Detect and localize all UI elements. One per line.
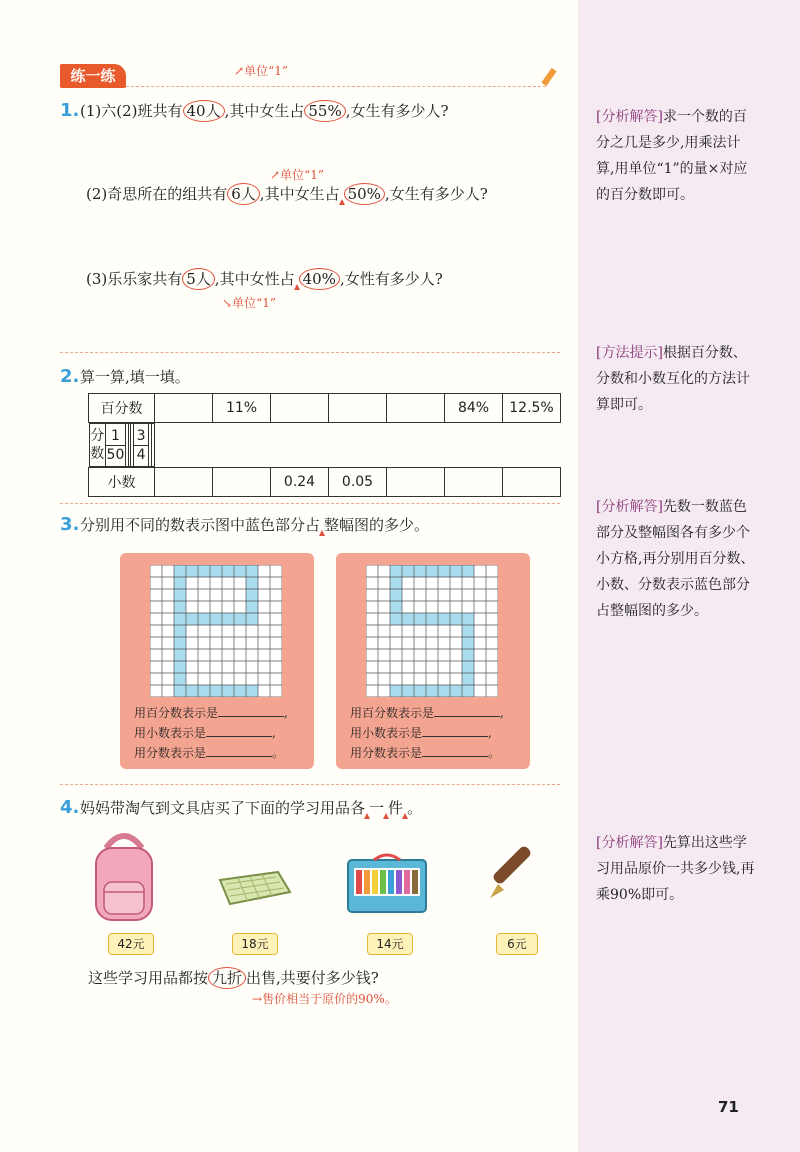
- question-2-number: 2.: [60, 366, 80, 387]
- note-analysis-3: [分析解答]先数一数蓝色部分及整幅图各有多少个小方格,再分别用百分数、小数、分数表示蓝色部分占整幅图的多少。: [596, 499, 755, 619]
- note-analysis-1: [分析解答]求一个数的百分之几是多少,用乘法计算,用单位“1”的量×对应的百分数即可。: [596, 109, 748, 203]
- divider: [60, 784, 560, 785]
- table-cell: 0.05: [329, 468, 387, 497]
- question-2-title: 算一算,填一填。: [80, 368, 190, 386]
- crayon-box-icon: [344, 850, 430, 916]
- table-cell[interactable]: [155, 394, 213, 423]
- annotation-unit-1a: ↗单位“1”: [234, 64, 288, 78]
- table-cell: [133, 424, 148, 467]
- emphasis-marker: [294, 284, 300, 290]
- grid-panel-left: [120, 553, 314, 769]
- answer-lines-left: 用百分数表示是 , 用小数表示是 , 用分数表示是 。: [134, 706, 288, 760]
- table-cell[interactable]: [271, 394, 329, 423]
- price-tag-pencil-case: 18元: [232, 933, 278, 955]
- row-label: 分数: [89, 424, 105, 467]
- price-tag-pen: 6元: [496, 933, 538, 955]
- table-cell: 12.5%: [503, 394, 561, 423]
- table-cell[interactable]: [387, 394, 445, 423]
- question-3-number: 3.: [60, 514, 80, 535]
- annotation-unit-1c: ↘单位“1”: [222, 296, 276, 310]
- question-4-ask: 这些学习用品都按 九折 出售,共要付多少钱?: [88, 969, 379, 987]
- question-1b: (2)奇思所在的组共有 6人 ,其中女生占 50% ,女生有多少人?: [86, 185, 488, 203]
- pencil-icon: [541, 68, 556, 86]
- answer-blank[interactable]: [206, 744, 272, 757]
- row-label: 小数: [89, 468, 155, 497]
- conversion-table: [88, 393, 561, 497]
- answer-blank[interactable]: [218, 704, 284, 717]
- price-tag-crayons: 14元: [367, 933, 413, 955]
- answer-blank[interactable]: [206, 724, 272, 737]
- note-method-hint: [方法提示]根据百分数、分数和小数互化的方法计算即可。: [596, 345, 750, 413]
- grid-figure-E: [150, 565, 282, 697]
- question-3-title: 分别用不同的数表示图中蓝色部分占 整幅图的多少。: [80, 516, 430, 534]
- note-analysis-4: [分析解答]先算出这些学习用品原价一共多少钱,再乘90%即可。: [596, 835, 755, 903]
- divider: [60, 503, 560, 504]
- table-cell[interactable]: [387, 468, 445, 497]
- fountain-pen-icon: [480, 838, 550, 908]
- table-cell: 0.24: [271, 468, 329, 497]
- question-4-number: 4.: [60, 797, 80, 818]
- emphasis-marker: [339, 199, 345, 205]
- section-banner: 练一练: [60, 64, 126, 88]
- table-row-fraction: [89, 423, 155, 467]
- fraction: 3 4: [134, 427, 148, 464]
- table-cell[interactable]: [503, 468, 561, 497]
- answer-blank[interactable]: [434, 704, 500, 717]
- pencil-case-icon: [214, 866, 294, 910]
- table-cell: 11%: [213, 394, 271, 423]
- grid-figure-S: [366, 565, 498, 697]
- table-cell[interactable]: [213, 468, 271, 497]
- table-row-percent: [89, 394, 561, 423]
- question-1a: (1)六(2)班共有 40人 ,其中女生占 55% ,女生有多少人?: [80, 102, 449, 120]
- answer-lines-right: 用百分数表示是 , 用小数表示是 , 用分数表示是 。: [350, 706, 504, 760]
- answer-blank[interactable]: [422, 744, 488, 757]
- table-cell[interactable]: [151, 424, 154, 467]
- annotation-unit-1b: ↗单位“1”: [270, 168, 324, 182]
- backpack-icon: [84, 828, 164, 928]
- price-tag-backpack: 42元: [108, 933, 154, 955]
- table-cell: [105, 424, 125, 467]
- table-cell[interactable]: [445, 468, 503, 497]
- page-number: 71: [718, 1098, 739, 1116]
- grid-panel-right: [336, 553, 530, 769]
- banner-divider: [126, 86, 546, 87]
- table-cell: 84%: [445, 394, 503, 423]
- fraction: 1 50: [106, 427, 125, 463]
- question-1c: (3)乐乐家共有 5人 ,其中女性占 40% ,女性有多少人?: [86, 270, 443, 288]
- divider: [60, 352, 560, 353]
- question-1-number: 1.: [60, 100, 80, 121]
- answer-blank[interactable]: [422, 724, 488, 737]
- question-4-title: 妈妈带淘气到文具店买了下面的学习用品各 一 件 。: [80, 799, 423, 817]
- table-cell[interactable]: [329, 394, 387, 423]
- table-cell[interactable]: [155, 468, 213, 497]
- row-label: 百分数: [89, 394, 155, 423]
- annotation-discount: →售价相当于原价的90%。: [252, 992, 397, 1006]
- table-row-decimal: [89, 468, 561, 497]
